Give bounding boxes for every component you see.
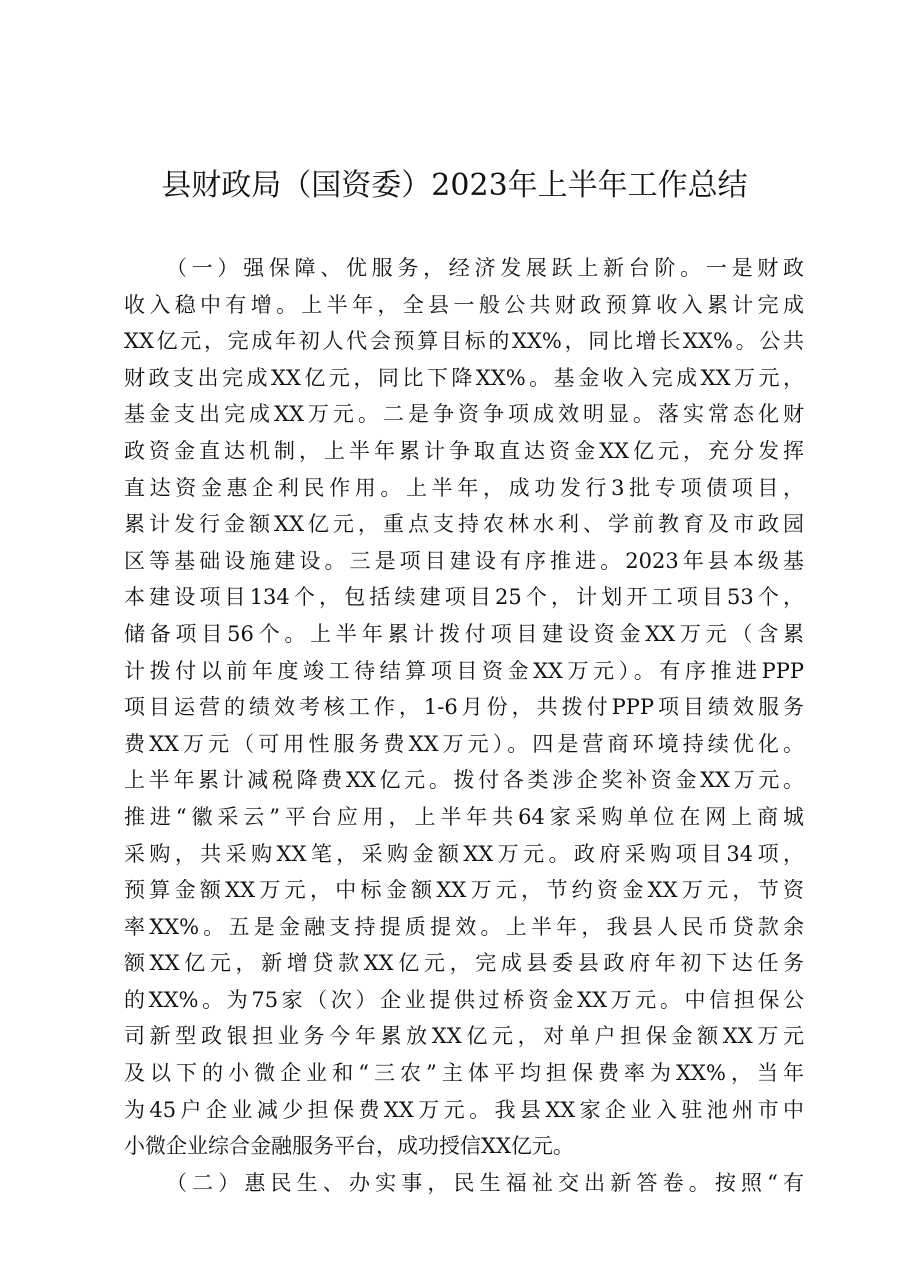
body-text-line: 计拨付以前年度竣工待结算项目资金XX万元）。有序推进PPP: [124, 658, 804, 683]
body-text-line: XX亿元，完成年初人代会预算目标的XX%，同比增长XX%。公共: [124, 329, 804, 354]
body-text-line: 费XX万元（可用性服务费XX万元）。四是营商环境持续优化。: [124, 731, 804, 756]
body-text-line: 推进“徽采云”平台应用，上半年共64家采购单位在网上商城: [124, 804, 804, 829]
body-text-line: 小微企业综合金融服务平台，成功授信XX亿元。: [124, 1134, 574, 1159]
body-text-line: 为45户企业减少担保费XX万元。我县XX家企业入驻池州市中: [124, 1097, 804, 1122]
document-title: 县财政局（国资委）2023年上半年工作总结: [161, 168, 748, 203]
body-text-line: （二）惠民生、办实事，民生福祉交出新答卷。按照“有: [166, 1170, 804, 1195]
body-text-line: 的XX%。为75家（次）企业提供过桥资金XX万元。中信担保公: [124, 987, 804, 1012]
body-text-line: 政资金直达机制，上半年累计争取直达资金XX亿元，充分发挥: [124, 438, 804, 463]
body-text-line: 上半年累计减税降费XX亿元。拨付各类涉企奖补资金XX万元。: [124, 768, 804, 793]
body-text-line: （一）强保障、优服务，经济发展跃上新台阶。一是财政: [166, 256, 804, 280]
document-body: [124, 250, 804, 1201]
body-text-line: 累计发行金额XX亿元，重点支持农林水利、学前教育及市政园: [124, 512, 804, 537]
body-text-line: 区等基础设施建设。三是项目建设有序推进。2023年县本级基: [124, 548, 804, 573]
body-text-line: 司新型政银担业务今年累放XX亿元，对单户担保金额XX万元: [124, 1024, 804, 1049]
body-text-line: 项目运营的绩效考核工作，1-6月份，共拨付PPP项目绩效服务: [124, 695, 804, 720]
body-text-line: 基金支出完成XX万元。二是争资争项成效明显。落实常态化财: [124, 402, 804, 427]
body-text-line: 采购，共采购XX笔，采购金额XX万元。政府采购项目34项，: [124, 841, 804, 866]
body-text-line: 储备项目56个。上半年累计拨付项目建设资金XX万元（含累: [124, 621, 804, 646]
body-text-line: 财政支出完成XX亿元，同比下降XX%。基金收入完成XX万元，: [124, 365, 804, 390]
body-text-line: 收入稳中有增。上半年，全县一般公共财政预算收入累计完成: [124, 292, 804, 317]
body-text-line: 预算金额XX万元，中标金额XX万元，节约资金XX万元，节资: [124, 878, 804, 903]
body-text-line: 直达资金惠企利民作用。上半年，成功发行3批专项债项目，: [124, 475, 804, 500]
body-text-line: 额XX亿元，新增贷款XX亿元，完成县委县政府年初下达任务: [124, 951, 804, 976]
body-text-line: 本建设项目134个，包括续建项目25个，计划开工项目53个，: [124, 585, 804, 610]
body-text-line: 率XX%。五是金融支持提质提效。上半年，我县人民币贷款余: [124, 914, 804, 939]
body-text-line: 及以下的小微企业和“三农”主体平均担保费率为XX%，当年: [124, 1061, 804, 1086]
